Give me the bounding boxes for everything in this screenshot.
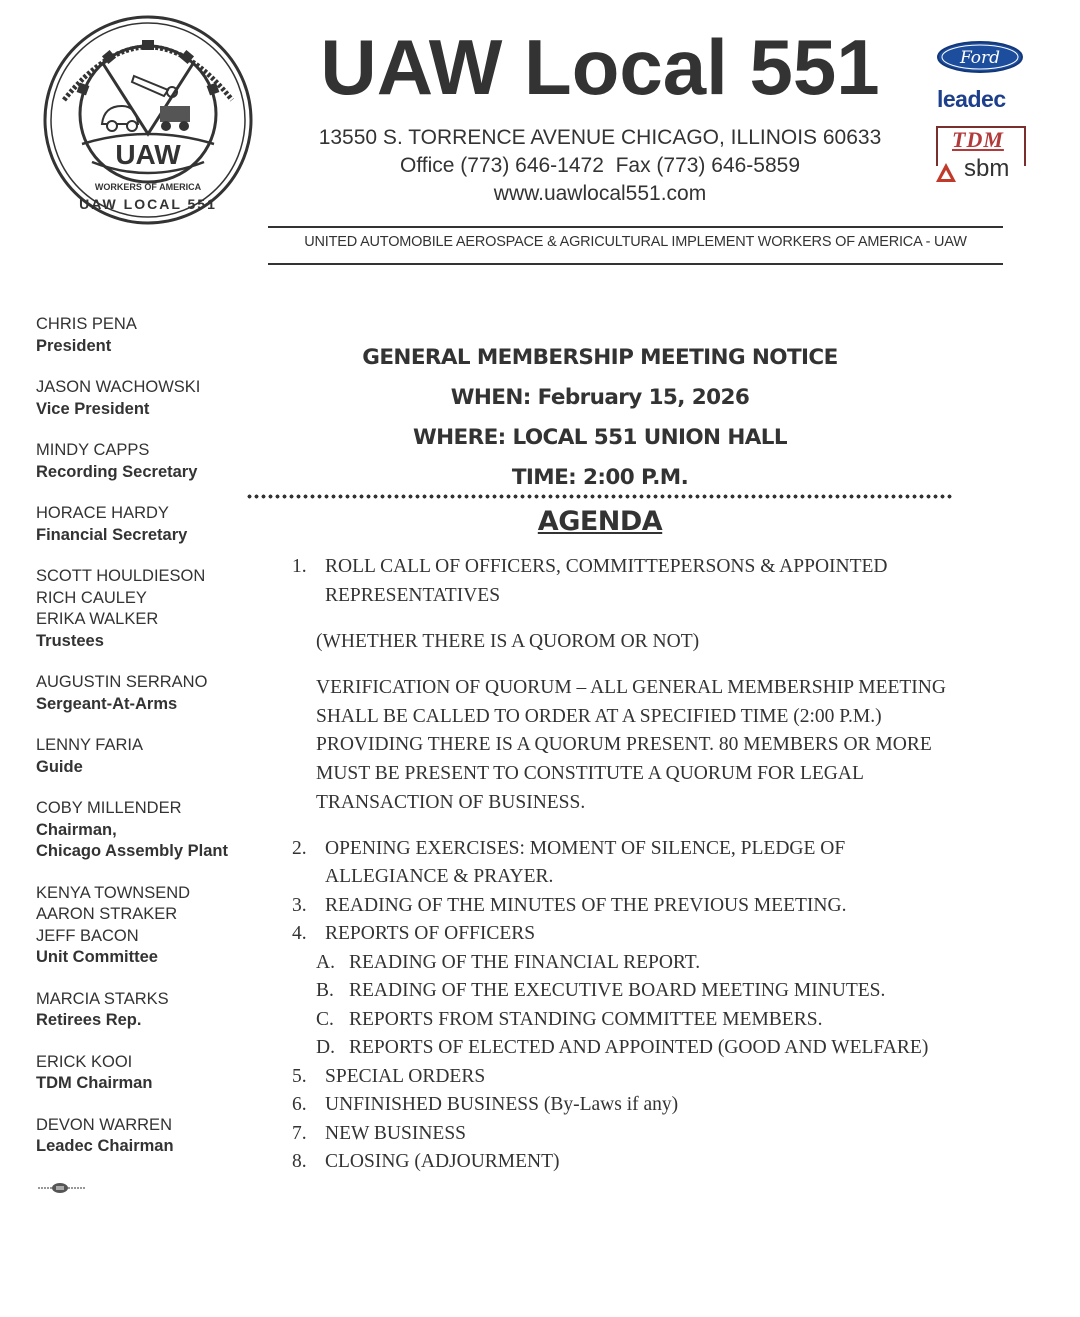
officer-entry: [36, 735, 266, 778]
item-text: NEW BUSINESS: [325, 1122, 467, 1144]
subitem-text: REPORTS FROM STANDING COMMITTEE MEMBERS.: [349, 1008, 823, 1030]
union-label-bug-icon: [38, 1182, 86, 1194]
item-text: REPRESENTATIVES: [325, 584, 501, 606]
agenda-item: [292, 1091, 972, 1120]
agenda-item: [292, 553, 972, 610]
officer-entry: [36, 989, 266, 1032]
subitem-text: READING OF THE EXECUTIVE BOARD MEETING MINUTES.: [349, 980, 886, 1002]
officer-role: Financial Secretary: [36, 525, 188, 544]
officer-role: Retirees Rep.: [36, 1011, 142, 1029]
officer-entry: [36, 672, 266, 715]
officer-name: ERICK KOOI: [36, 1052, 133, 1071]
item-number: 3.: [292, 894, 307, 916]
officer-role: Recording Secretary: [36, 462, 198, 481]
item-text: UNFINISHED BUSINESS (By-Laws if any): [325, 1094, 679, 1116]
agenda-item: [292, 1063, 972, 1092]
officer-role: Guide: [36, 757, 83, 776]
website-link[interactable]: www.uawlocal551.com: [493, 182, 707, 205]
officer-entry: [36, 314, 266, 357]
dotted-divider: [246, 494, 952, 499]
officer-entry: [36, 566, 266, 652]
meeting-location: WHERE: LOCAL 551 UNION HALL: [413, 425, 787, 450]
agenda-subitem: [292, 977, 972, 1006]
meeting-notice: [300, 338, 900, 498]
officer-name: KENYA TOWNSEND: [36, 883, 191, 902]
verification-line: SHALL BE CALLED TO ORDER AT A SPECIFIED TIME (2:00 P.M.): [316, 705, 882, 727]
item-number: 8.: [292, 1151, 307, 1173]
item-number: 6.: [292, 1094, 307, 1116]
officer-name: JEFF BACON: [36, 926, 139, 945]
officer-name: SCOTT HOULDIESON: [36, 567, 206, 585]
officer-entry: [36, 377, 266, 420]
agenda-subitem: [292, 1006, 972, 1035]
verification-line: VERIFICATION OF QUORUM – ALL GENERAL MEMBERSHIP MEETING: [316, 676, 946, 698]
subitem-letter: A.: [316, 951, 335, 973]
subitem-text: READING OF THE FINANCIAL REPORT.: [349, 951, 701, 973]
svg-text:UAW LOCAL 551: UAW LOCAL 551: [79, 196, 217, 212]
officer-entry: [36, 440, 266, 483]
svg-text:WORKERS OF AMERICA: WORKERS OF AMERICA: [94, 182, 202, 192]
svg-text:Ford: Ford: [959, 48, 1001, 68]
item-text: SPECIAL ORDERS: [325, 1065, 486, 1087]
header-divider-bottom: [268, 263, 1003, 265]
officer-name: MINDY CAPPS: [36, 441, 150, 459]
officer-entry: [36, 1052, 266, 1095]
officer-name: COBY MILLENDER: [36, 799, 182, 817]
item-number: 5.: [292, 1065, 307, 1087]
item-text: ROLL CALL OF OFFICERS, COMMITTEPERSONS & APPOINTED: [325, 556, 888, 577]
agenda-subitem: [292, 1034, 972, 1063]
officer-role: Vice President: [36, 399, 150, 418]
agenda-subitem: [292, 949, 972, 978]
officer-role: Chairman,: [36, 820, 117, 839]
svg-text:UAW: UAW: [115, 139, 181, 170]
agenda-title: AGENDA: [537, 506, 663, 537]
address-line: 13550 S. TORRENCE AVENUE CHICAGO, ILLINOIS 60633: [318, 126, 882, 149]
subitem-letter: C.: [316, 1008, 334, 1030]
agenda-item: [292, 920, 972, 949]
sbm-logo-text: sbm: [964, 155, 1010, 182]
quorum-verification: [292, 674, 972, 818]
agenda-item: [292, 892, 972, 921]
officer-entry: [36, 883, 266, 969]
meeting-date: WHEN: February 15, 2026: [450, 385, 750, 410]
item-number: 4.: [292, 923, 307, 945]
officer-name: HORACE HARDY: [36, 504, 169, 522]
officer-name: CHRIS PENA: [36, 315, 137, 333]
officer-name: LENNY FARIA: [36, 736, 143, 754]
quorum-note: (WHETHER THERE IS A QUOROM OR NOT): [316, 631, 700, 652]
page-title: UAW Local 551: [320, 23, 880, 111]
item-text: OPENING EXERCISES: MOMENT OF SILENCE, PLEDGE OF: [325, 837, 846, 859]
officer-name: DEVON WARREN: [36, 1115, 172, 1134]
officer-role: President: [36, 336, 112, 355]
officer-role: Leadec Chairman: [36, 1137, 174, 1155]
officer-role: Chicago Assembly Plant: [36, 842, 228, 860]
header-divider-top: [268, 226, 1003, 228]
notice-heading: GENERAL MEMBERSHIP MEETING NOTICE: [362, 345, 838, 370]
item-text: CLOSING (ADJOURMENT): [325, 1151, 560, 1173]
subitem-letter: B.: [316, 980, 334, 1002]
officer-name: AARON STRAKER: [36, 905, 178, 923]
agenda-item: [292, 835, 972, 892]
officer-entry: [36, 1115, 266, 1158]
item-text: ALLEGIANCE & PRAYER.: [325, 866, 554, 888]
officer-name: ERIKA WALKER: [36, 610, 159, 628]
officer-role: Sergeant-At-Arms: [36, 694, 178, 713]
leadec-logo-icon: leadec: [937, 86, 1006, 112]
officer-role: TDM Chairman: [36, 1074, 153, 1092]
item-number: 1.: [292, 556, 307, 577]
union-full-name: UNITED AUTOMOBILE AEROSPACE & AGRICULTURAL IMPLEMENT WORKERS OF AMERICA - UAW: [304, 234, 967, 250]
verification-line: MUST BE PRESENT TO CONSTITUTE A QUORUM FOR LEGAL: [316, 763, 864, 785]
subitem-letter: D.: [316, 1037, 335, 1059]
officer-name: JASON WACHOWSKI: [36, 378, 201, 396]
tdm-logo-icon: TDM: [952, 127, 1004, 152]
meeting-time: TIME: 2:00 P.M.: [511, 465, 689, 490]
officer-entry: [36, 798, 266, 863]
contact-block: [270, 124, 930, 208]
subitem-text: REPORTS OF ELECTED AND APPOINTED (GOOD AND WELFARE): [349, 1037, 929, 1059]
item-text: REPORTS OF OFFICERS: [325, 923, 536, 945]
verification-line: PROVIDING THERE IS A QUORUM PRESENT. 80 MEMBERS OR MORE: [316, 734, 932, 756]
agenda-item: [292, 1148, 972, 1177]
ford-logo-icon: [936, 40, 1024, 74]
item-number: 7.: [292, 1122, 307, 1144]
sbm-logo-icon: [935, 162, 957, 184]
officer-name: MARCIA STARKS: [36, 989, 169, 1008]
phone-line: Office (773) 646-1472 Fax (773) 646-5859: [399, 154, 801, 177]
officer-name: AUGUSTIN SERRANO: [36, 673, 208, 691]
item-number: 2.: [292, 837, 307, 859]
officer-role: Unit Committee: [36, 948, 158, 966]
uaw-seal-icon: [42, 14, 254, 226]
officers-list: [36, 314, 266, 1178]
agenda-item: [292, 1120, 972, 1149]
officer-name: RICH CAULEY: [36, 588, 147, 607]
officer-role: Trustees: [36, 631, 104, 650]
agenda-list: [292, 553, 972, 1177]
item-text: READING OF THE MINUTES OF THE PREVIOUS MEETING.: [325, 894, 847, 916]
verification-line: TRANSACTION OF BUSINESS.: [316, 791, 586, 813]
officer-entry: [36, 503, 266, 546]
